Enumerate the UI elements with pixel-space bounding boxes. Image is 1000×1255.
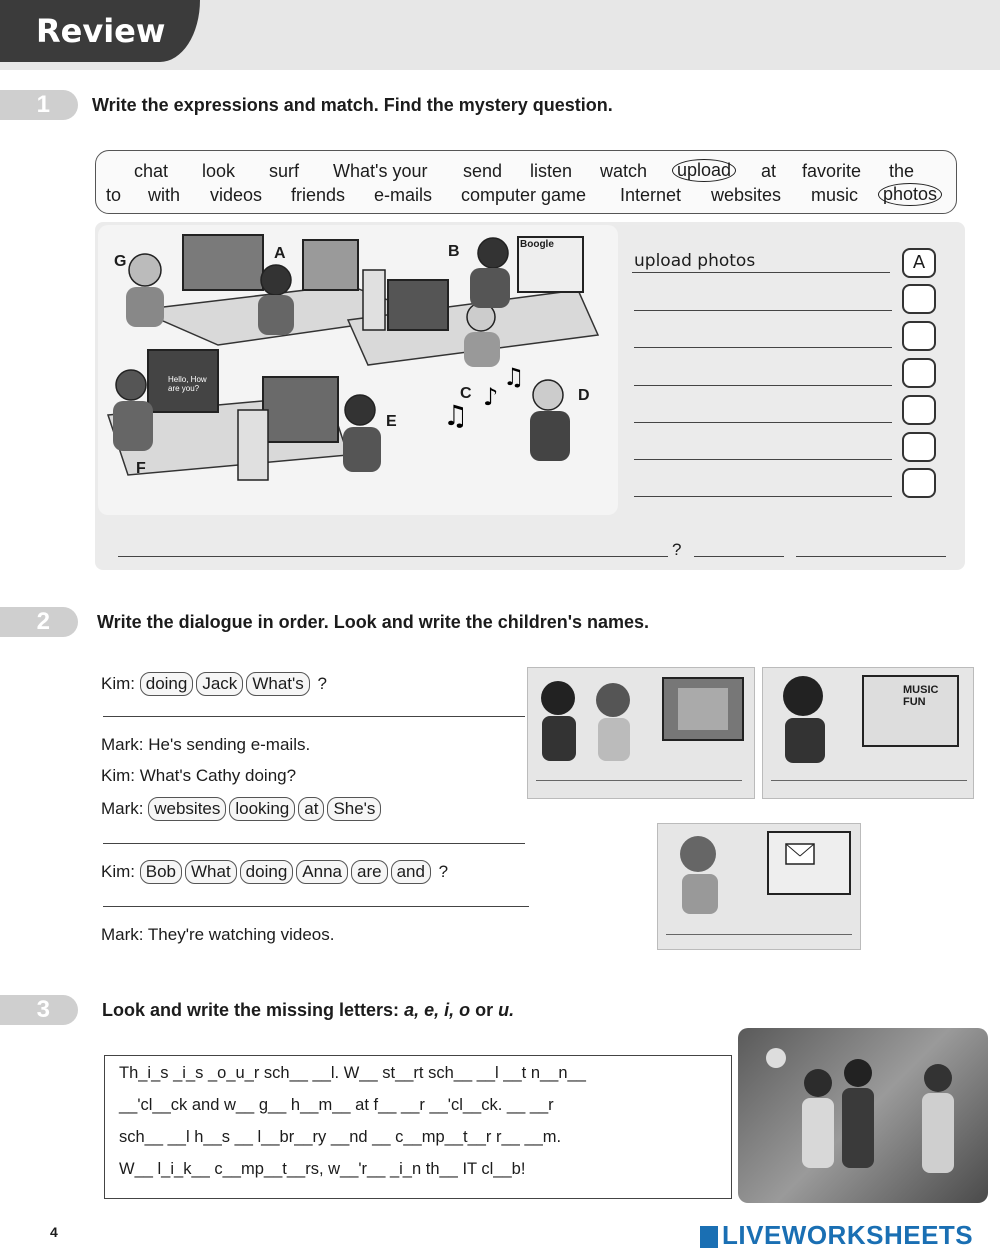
page-number: 4 — [50, 1224, 58, 1240]
dialogue-line-4 — [101, 797, 384, 821]
answer-line — [632, 272, 890, 273]
liveworksheets-logo — [700, 1220, 973, 1251]
word-tile[interactable]: are — [351, 860, 388, 884]
exercise-3-number: 3 — [0, 995, 78, 1025]
question-mark: ? — [317, 674, 327, 693]
letter-box: A — [902, 248, 936, 278]
word: at — [761, 161, 777, 181]
word: look — [202, 161, 236, 181]
word-box — [95, 150, 957, 214]
word: surf — [269, 161, 300, 181]
word: with — [148, 185, 181, 205]
exercise-2-instruction: Write the dialogue in order. Look and write the children's names. — [97, 612, 650, 632]
person-label-c: C — [460, 385, 472, 402]
word: computer game — [461, 185, 587, 205]
picture-two-children — [527, 667, 755, 799]
word-tile[interactable]: and — [391, 860, 431, 884]
word: videos — [210, 185, 263, 205]
dialogue-line-3: Kim: What's Cathy doing? — [101, 766, 297, 785]
word: to — [106, 185, 122, 205]
name-answer-line[interactable] — [536, 780, 742, 781]
students-drawing — [738, 1028, 988, 1203]
answer-line[interactable] — [634, 459, 892, 460]
dialogue-answer-line[interactable] — [103, 843, 525, 844]
answer-line[interactable] — [634, 422, 892, 423]
word-tile[interactable]: Jack — [196, 672, 243, 696]
person-label-b: B — [448, 243, 460, 260]
speaker: Kim: — [101, 674, 135, 693]
instruction-last-letter: u. — [498, 1000, 515, 1020]
dialogue-line-5 — [101, 860, 448, 884]
computer-room-illustration — [98, 225, 618, 515]
word-circled: upload — [672, 159, 736, 182]
person-label-a: A — [274, 245, 286, 262]
question-mark: ? — [438, 862, 449, 881]
exercise-2-number: 2 — [0, 607, 78, 637]
word: listen — [530, 161, 573, 181]
missing-letters-line[interactable]: sch__ __l h__s __ l__br__ry __nd __ c__mp__t__r r__ __m. — [119, 1128, 562, 1146]
letter-box[interactable] — [902, 395, 936, 425]
school-photo — [738, 1028, 988, 1203]
music-fun-poster: MUSIC FUN — [903, 684, 939, 708]
speaker: Mark: — [101, 799, 144, 818]
question-mark: ? — [672, 540, 682, 559]
word-tile[interactable]: Bob — [140, 860, 182, 884]
chat-bubble-text: Hello, How are you? — [168, 375, 207, 393]
answer-line[interactable] — [634, 347, 892, 348]
word-tile[interactable]: doing — [240, 860, 294, 884]
instruction-or: or — [470, 1000, 499, 1020]
dialogue-answer-line[interactable] — [103, 716, 525, 717]
missing-letters-line[interactable]: W__ l_i_k__ c__mp__t__rs, w__'r__ _i_n th__ IT cl__b! — [119, 1160, 526, 1178]
svg-text:♫: ♫ — [503, 363, 525, 391]
word-tile[interactable]: doing — [140, 672, 194, 696]
word: Internet — [620, 185, 682, 205]
letter-box[interactable] — [902, 432, 936, 462]
word: What's your — [333, 161, 428, 181]
mystery-answer-line[interactable] — [694, 556, 784, 557]
dialogue-answer-line[interactable] — [103, 906, 529, 907]
word-tile[interactable]: at — [298, 797, 324, 821]
exercise-1-instruction: Write the expressions and match. Find the mystery question. — [92, 95, 613, 115]
instruction-text: Look and write the missing letters: — [102, 1000, 405, 1020]
mystery-question-line[interactable] — [118, 556, 668, 557]
dialogue-line-6: Mark: They're watching videos. — [101, 925, 335, 944]
exercise-1-number: 1 — [0, 90, 78, 120]
person-label-e: E — [386, 413, 397, 430]
letter-box[interactable] — [902, 321, 936, 351]
example-answer: upload photos — [634, 251, 756, 271]
answer-line[interactable] — [634, 496, 892, 497]
boy-email-drawing — [658, 824, 860, 914]
letter-box[interactable] — [902, 468, 936, 498]
person-label-f: F — [136, 460, 146, 477]
word: music — [811, 185, 859, 205]
speaker: Kim: — [101, 862, 135, 881]
person-label-d: D — [578, 387, 590, 404]
brand-text: LIVEWORKSHEETS — [722, 1220, 974, 1250]
word: e-mails — [374, 185, 433, 205]
girl-music-drawing — [763, 668, 973, 763]
name-answer-line[interactable] — [666, 934, 852, 935]
letter-box[interactable] — [902, 284, 936, 314]
missing-letters-line[interactable]: Th_i_s _i_s _o_u_r sch__ __l. W__ st__rt sch__ __l __t n__n__ — [119, 1064, 586, 1082]
svg-text:♫: ♫ — [443, 399, 469, 432]
name-answer-line[interactable] — [771, 780, 967, 781]
svg-text:♪: ♪ — [483, 383, 499, 411]
word-tile[interactable]: websites — [148, 797, 226, 821]
person-label-g: G — [114, 253, 127, 270]
mystery-answer-line[interactable] — [796, 556, 946, 557]
word-tile[interactable]: What's — [246, 672, 309, 696]
logo-icon — [700, 1226, 718, 1248]
word: favorite — [802, 161, 862, 181]
answer-line[interactable] — [634, 385, 892, 386]
missing-letters-line[interactable]: __'cl__ck and w__ g__ h__m__ at f__ __r __'cl__ck. __ __r — [119, 1096, 554, 1114]
word: watch — [600, 161, 648, 181]
exercise-3-instruction — [102, 1000, 514, 1021]
picture-boy-email — [657, 823, 861, 950]
dialogue-line-2: Mark: He's sending e-mails. — [101, 735, 311, 754]
missing-letters-box — [104, 1055, 732, 1199]
word: chat — [134, 161, 169, 181]
boogle-logo-text: Boogle — [520, 239, 554, 250]
picture-girl-music-site — [762, 667, 974, 799]
word-tile[interactable]: looking — [229, 797, 295, 821]
computer-room-drawing — [98, 225, 618, 515]
letter-box[interactable] — [902, 358, 936, 388]
word-circled: photos — [878, 183, 942, 206]
word-tile[interactable]: Anna — [296, 860, 348, 884]
word: the — [889, 161, 915, 181]
two-children-drawing — [528, 668, 754, 763]
word-tile[interactable]: She's — [327, 797, 381, 821]
word: websites — [711, 185, 782, 205]
answer-line[interactable] — [634, 310, 892, 311]
instruction-letters: a, e, i, o — [404, 1000, 471, 1020]
word: friends — [291, 185, 346, 205]
word: send — [463, 161, 503, 181]
word-tile[interactable]: What — [185, 860, 237, 884]
page-title: Review — [36, 12, 166, 50]
dialogue-line-1 — [101, 672, 327, 696]
